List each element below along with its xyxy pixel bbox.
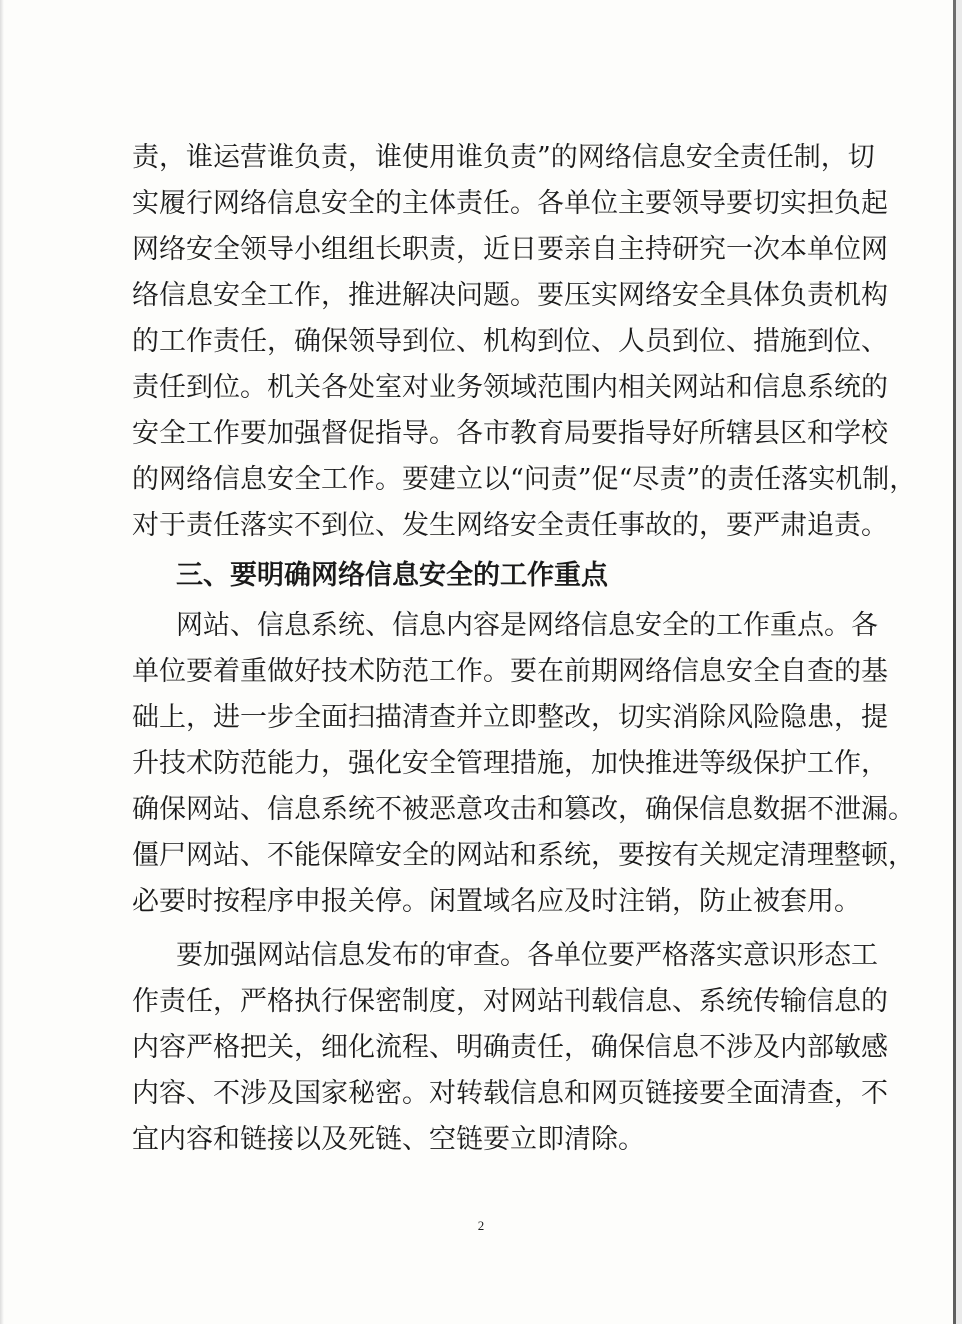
page-number: 2 — [477, 1218, 485, 1233]
para2-line-1: 网站、信息系统、信息内容是网络信息安全的工作重点。各 — [176, 610, 878, 641]
para2-line-4: 升技术防范能力，强化安全管理措施，加快推进等级保护工作， — [132, 748, 888, 779]
para1-line-7: 安全工作要加强督促指导。各市教育局要指导好所辖县区和学校 — [132, 418, 888, 449]
para2-line-6: 僵尸网站、不能保障安全的网站和系统，要按有关规定清理整顿， — [132, 840, 915, 871]
para1-line-9: 对于责任落实不到位、发生网络安全责任事故的，要严肃追责。 — [132, 510, 888, 541]
para3-line-5: 宜内容和链接以及死链、空链要立即清除。 — [132, 1124, 645, 1155]
para2-line-5: 确保网站、信息系统不被恶意攻击和篡改，确保信息数据不泄漏。 — [132, 794, 915, 825]
para3-line-1: 要加强网站信息发布的审查。各单位要严格落实意识形态工 — [176, 940, 878, 971]
scan-edge-left — [0, 0, 4, 1324]
para3-line-3: 内容严格把关，细化流程、明确责任，确保信息不涉及内部敏感 — [132, 1032, 888, 1063]
para1-line-5: 的工作责任，确保领导到位、机构到位、人员到位、措施到位、 — [132, 326, 888, 357]
para2-line-7: 必要时按程序申报关停。闲置域名应及时注销，防止被套用。 — [132, 886, 861, 917]
para1-line-3: 网络安全领导小组组长职责，近日要亲自主持研究一次本单位网 — [132, 234, 888, 265]
para1-line-2: 实履行网络信息安全的主体责任。各单位主要领导要切实担负起 — [132, 188, 888, 219]
section-heading-3: 三、要明确网络信息安全的工作重点 — [176, 560, 608, 591]
para2-line-3: 础上，进一步全面扫描清查并立即整改，切实消除风险隐患，提 — [132, 702, 888, 733]
para1-line-1: 责，谁运营谁负责，谁使用谁负责”的网络信息安全责任制，切 — [132, 142, 875, 173]
para1-line-8: 的网络信息安全工作。要建立以“问责”促“尽责”的责任落实机制， — [132, 464, 917, 495]
para3-line-4: 内容、不涉及国家秘密。对转载信息和网页链接要全面清查，不 — [132, 1078, 888, 1109]
scan-edge-right — [953, 0, 956, 1324]
para2-line-2: 单位要着重做好技术防范工作。要在前期网络信息安全自查的基 — [132, 656, 888, 687]
para1-line-4: 络信息安全工作，推进解决问题。要压实网络安全具体负责机构 — [132, 280, 888, 311]
para1-line-6: 责任到位。机关各处室对业务领域范围内相关网站和信息系统的 — [132, 372, 888, 403]
scan-margin-right — [956, 0, 962, 1324]
para3-line-2: 作责任，严格执行保密制度，对网站刊载信息、系统传输信息的 — [132, 986, 888, 1017]
